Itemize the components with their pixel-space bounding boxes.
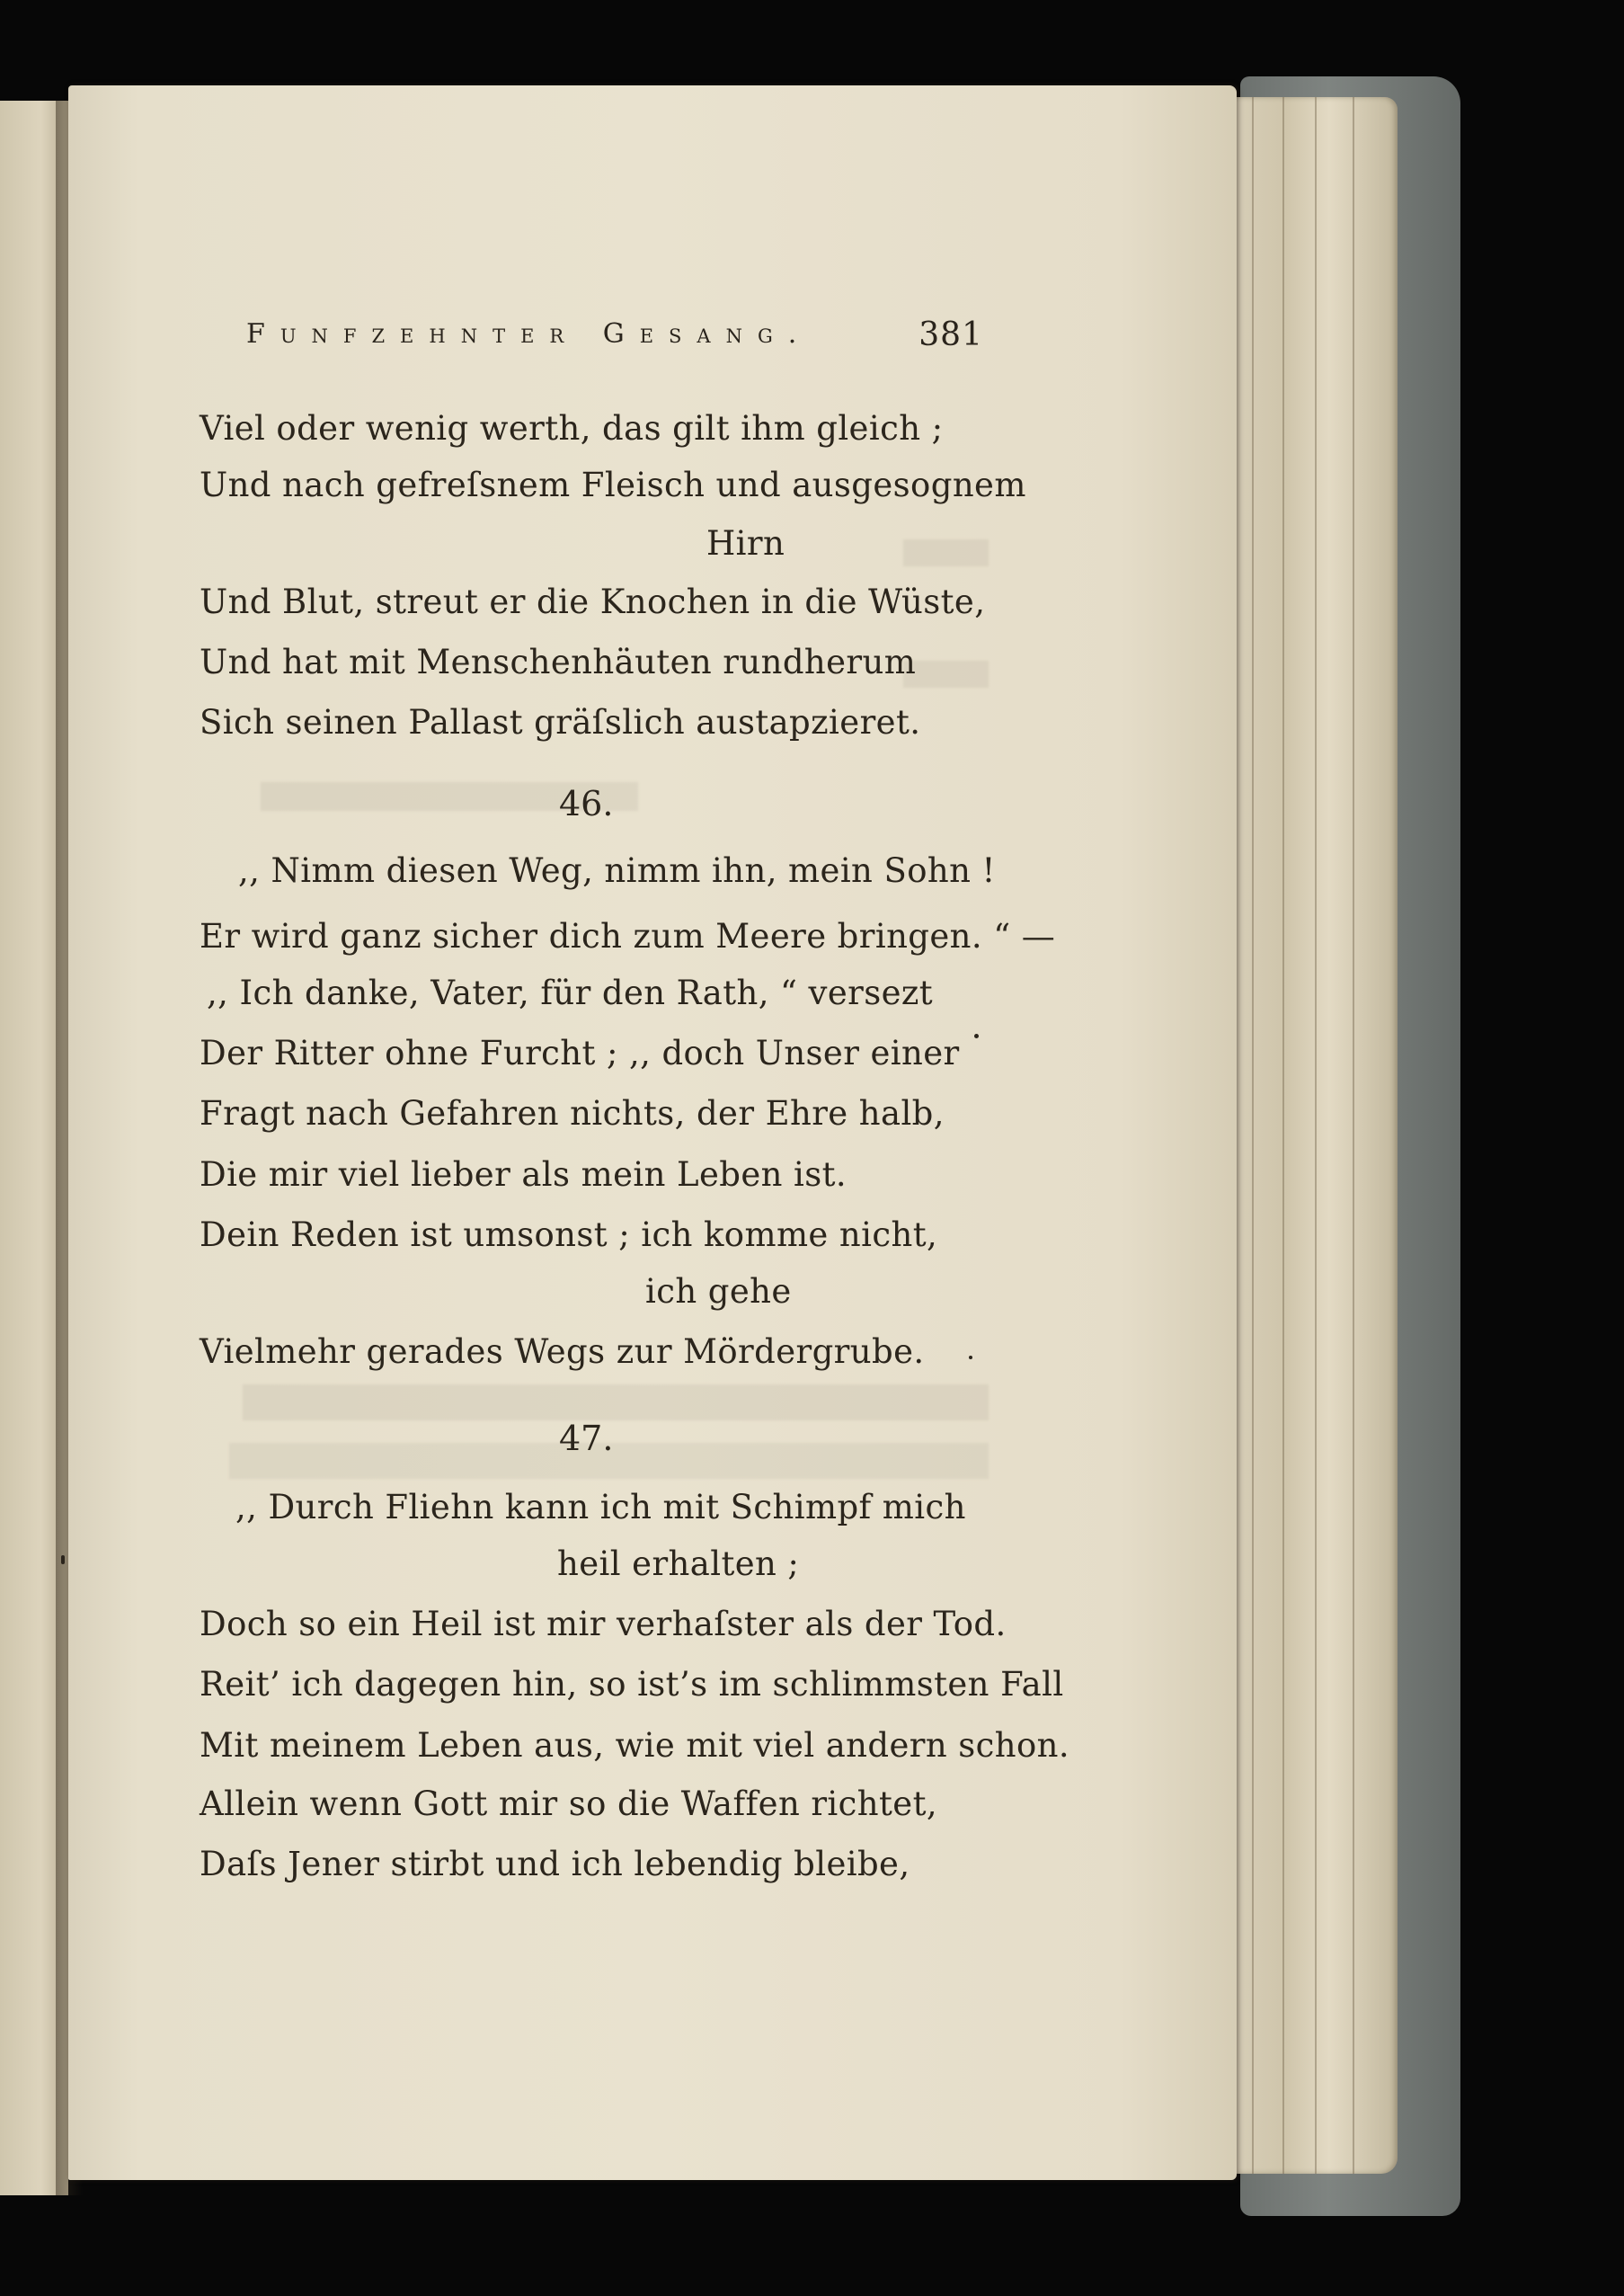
verse-line: Die mir viel lieber als mein Leben ist. [200,1155,847,1194]
verse-line: Vielmehr gerades Wegs zur Mördergrube. [200,1332,925,1371]
verse-line: Sich seinen Pallast gräſslich austapzieret. [200,703,921,742]
ink-speck [974,1034,979,1038]
chapter-title: Funfzehnter Gesang. [246,318,812,350]
stanza-number: 47. [559,1419,614,1458]
verse-line: ,, Ich danke, Vater, für den Rath, “ versezt [207,974,934,1012]
verse-line: Und nach gefreſsnem Fleisch und ausgesognem [200,466,1026,504]
running-header [246,318,983,363]
verse-line-continuation: Hirn [706,524,785,563]
verse-line: Und hat mit Menschenhäuten rundherum [200,643,917,681]
verse-line-continuation: heil erhalten ; [557,1544,800,1583]
verse-line: Der Ritter ohne Furcht ; ,, doch Unser einer [200,1034,960,1072]
verse-line: Doch so ein Heil ist mir verhaſster als der Tod. [200,1605,1007,1643]
page-edge-line [1252,97,1254,2174]
page-number: 381 [918,316,983,353]
verse-line: Daſs Jener stirbt und ich lebendig bleibe, [200,1845,910,1883]
ink-speck [61,1555,65,1564]
verse-line: Allein wenn Gott mir so die Waffen richtet, [200,1784,938,1823]
show-through [903,661,989,688]
verse-line: ,, Durch Fliehn kann ich mit Schimpf mich [235,1488,966,1526]
verse-line: Reit’ ich dagegen hin, so ist’s im schlimmsten Fall [200,1665,1064,1704]
verse-line: Fragt nach Gefahren nichts, der Ehre halb, [200,1094,945,1133]
ink-speck [969,1356,972,1359]
show-through [243,1384,989,1420]
stanza-number: 46. [559,784,614,823]
page-edge-line [1282,97,1284,2174]
verse-line: Und Blut, streut er die Knochen in die Wüste, [200,583,986,621]
page-edge-line [1315,97,1317,2174]
page-edge-line [1353,97,1354,2174]
page-stack-edge [1227,97,1398,2174]
show-through [903,539,989,566]
verse-line: Viel oder wenig werth, das gilt ihm gleich ; [200,409,944,448]
verse-line: Mit meinem Leben aus, wie mit viel andern schon. [200,1726,1070,1765]
verse-line: ,, Nimm diesen Weg, nimm ihn, mein Sohn ! [238,851,996,890]
verse-line: Er wird ganz sicher dich zum Meere bringen. “ — [200,917,1056,956]
verse-line: Dein Reden ist umsonst ; ich komme nicht, [200,1215,938,1254]
verse-line-continuation: ich gehe [645,1272,792,1311]
